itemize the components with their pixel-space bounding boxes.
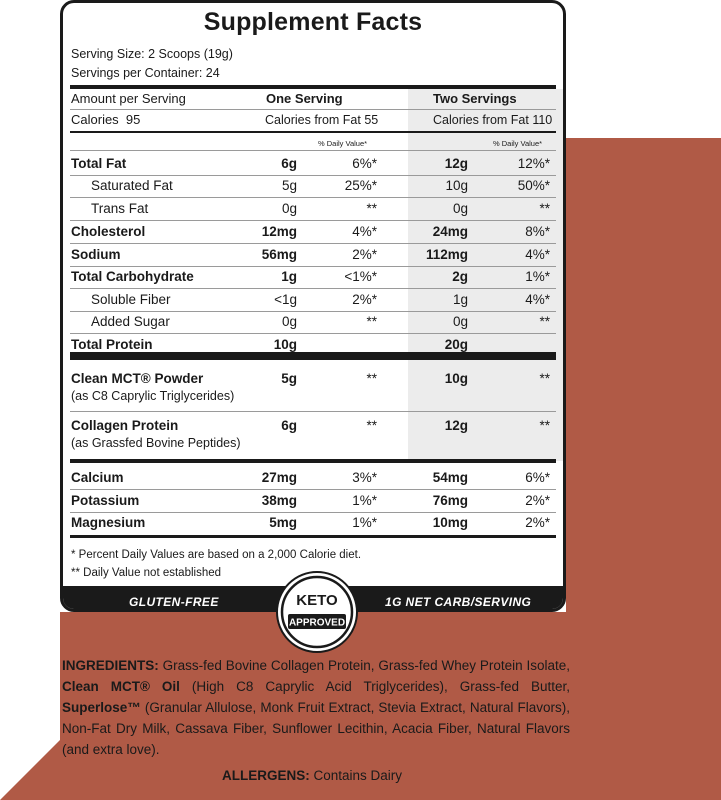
two-servings-amount: 10g xyxy=(444,371,468,386)
calories-from-fat-1: Calories from Fat 55 xyxy=(265,113,379,127)
two-servings-amount: 54mg xyxy=(432,470,468,485)
one-serving-amount: 5g xyxy=(281,178,297,193)
ingredient-row xyxy=(63,368,563,390)
nutrient-label: Total Carbohydrate xyxy=(71,269,194,284)
footnote-dv-not-established: ** Daily Value not established xyxy=(71,567,222,579)
divider-thick xyxy=(70,85,556,89)
one-serving-amount: 27mg xyxy=(261,470,297,485)
two-servings-daily-value: 50%* xyxy=(517,178,550,193)
two-servings-daily-value: 4%* xyxy=(525,247,550,262)
two-servings-daily-value: 4%* xyxy=(525,292,550,307)
one-serving-daily-value: ** xyxy=(366,314,377,329)
divider xyxy=(70,109,556,110)
one-serving-amount: 6g xyxy=(281,418,297,433)
nutrient-label: Saturated Fat xyxy=(91,178,173,193)
one-serving-amount: 12mg xyxy=(261,224,297,239)
supplement-facts-panel xyxy=(60,0,566,612)
nutrient-label: Magnesium xyxy=(71,515,146,530)
one-serving-amount: 0g xyxy=(281,201,297,216)
two-servings-amount: 24mg xyxy=(432,224,468,239)
nutrient-label: Total Protein xyxy=(71,337,153,352)
divider-thick xyxy=(70,535,556,538)
nutrient-row xyxy=(63,175,563,197)
servings-per-container: Servings per Container: 24 xyxy=(71,66,220,80)
daily-value-note-2: % Daily Value* xyxy=(493,139,543,148)
two-servings-daily-value: 12%* xyxy=(517,156,550,171)
two-servings-daily-value: ** xyxy=(539,371,550,386)
two-servings-amount: 76mg xyxy=(432,493,468,508)
divider-thick xyxy=(70,352,556,360)
two-servings-daily-value: 2%* xyxy=(525,493,550,508)
one-serving-daily-value: 4%* xyxy=(352,224,377,239)
two-servings-amount: 112mg xyxy=(425,247,468,262)
one-serving-amount: 5mg xyxy=(269,515,297,530)
serving-size: Serving Size: 2 Scoops (19g) xyxy=(71,47,233,61)
two-servings-amount: 0g xyxy=(452,201,468,216)
row-divider xyxy=(70,411,556,412)
seal-approved-text: APPROVED xyxy=(288,617,346,629)
divider-thick xyxy=(70,459,556,463)
seal-keto-text: KETO xyxy=(296,592,338,609)
ingredient-row xyxy=(63,415,563,437)
footnote-percent-dv: * Percent Daily Values are based on a 2,000 Calorie diet. xyxy=(71,549,362,561)
two-servings-amount: 1g xyxy=(452,292,468,307)
one-serving-daily-value: 2%* xyxy=(352,292,377,307)
two-servings-daily-value: 1%* xyxy=(525,269,550,284)
two-servings-daily-value: 6%* xyxy=(525,470,550,485)
one-serving-daily-value: 6%* xyxy=(352,156,377,171)
nutrient-label: Clean MCT® Powder xyxy=(71,371,204,386)
one-serving-daily-value: 2%* xyxy=(352,247,377,262)
nutrient-label: Trans Fat xyxy=(91,201,149,216)
two-servings-amount: 2g xyxy=(452,269,468,284)
two-servings-amount: 10g xyxy=(445,178,468,193)
one-serving-amount: 1g xyxy=(281,269,297,284)
two-servings-daily-value: 2%* xyxy=(525,515,550,530)
mineral-row xyxy=(63,512,563,534)
one-serving-amount: <1g xyxy=(274,292,297,307)
one-serving-amount: 10g xyxy=(273,337,297,352)
one-serving-daily-value: 25%* xyxy=(344,178,377,193)
two-servings-amount: 20g xyxy=(444,337,468,352)
one-serving-header: One Serving xyxy=(266,91,343,106)
ingredient-source-note: (as Grassfed Bovine Peptides) xyxy=(71,436,241,450)
one-serving-daily-value: ** xyxy=(366,418,377,433)
nutrient-row xyxy=(63,198,563,220)
panel-title: Supplement Facts xyxy=(203,8,423,36)
two-servings-amount: 0g xyxy=(452,314,468,329)
nutrient-row xyxy=(63,266,563,288)
two-servings-daily-value: ** xyxy=(539,201,550,216)
mineral-row xyxy=(63,467,563,489)
one-serving-amount: 5g xyxy=(281,371,297,386)
two-servings-amount: 12g xyxy=(444,418,468,433)
amount-per-serving-label: Amount per Serving xyxy=(71,91,186,106)
nutrient-label: Sodium xyxy=(71,247,121,262)
two-servings-daily-value: ** xyxy=(539,418,550,433)
one-serving-daily-value: 1%* xyxy=(352,493,377,508)
calories-value: 95 xyxy=(125,112,141,127)
nutrient-label: Added Sugar xyxy=(91,314,170,329)
nutrient-label: Collagen Protein xyxy=(71,418,179,433)
gluten-free-label: GLUTEN-FREE xyxy=(129,595,219,609)
net-carb-label: 1G NET CARB/SERVING xyxy=(385,595,532,609)
one-serving-daily-value: 1%* xyxy=(352,515,377,530)
two-servings-header: Two Servings xyxy=(433,91,517,106)
two-servings-amount: 12g xyxy=(444,156,468,171)
nutrient-row xyxy=(63,153,563,175)
calories-from-fat-2: Calories from Fat 110 xyxy=(433,113,553,127)
nutrient-row xyxy=(63,289,563,311)
one-serving-amount: 0g xyxy=(281,314,297,329)
one-serving-amount: 38mg xyxy=(261,493,297,508)
calories-label: Calories 95 xyxy=(71,112,141,127)
one-serving-amount: 56mg xyxy=(261,247,297,262)
one-serving-daily-value: 3%* xyxy=(352,470,377,485)
ingredient-source-note: (as C8 Caprylic Triglycerides) xyxy=(71,389,235,403)
one-serving-daily-value: <1%* xyxy=(344,269,377,284)
divider xyxy=(70,150,556,151)
nutrient-label: Potassium xyxy=(71,493,140,508)
ingredients-text: INGREDIENTS: Grass-fed Bovine Collagen Protein, Grass-fed Whey Protein Isolate, Clean MCT® Oil (High C8 Caprylic Acid Triglycerides), Grass-fed Butter, Superlose™ (Granular Allulose, Monk Fruit Extract, Stevia Extract, Natural Flavors), Non-Fat Dry Milk, Cassava Fiber, Sunflower Lecithin, Acacia Fiber, Natural Flavors (and extra love). xyxy=(62,658,570,757)
one-serving-daily-value: ** xyxy=(366,201,377,216)
nutrient-label: Calcium xyxy=(71,470,124,485)
nutrient-row xyxy=(63,311,563,333)
mineral-row xyxy=(63,490,563,512)
nutrient-label: Total Fat xyxy=(71,156,127,171)
nutrient-row xyxy=(63,244,563,266)
two-servings-daily-value: 8%* xyxy=(525,224,550,239)
two-servings-daily-value: ** xyxy=(539,314,550,329)
divider xyxy=(70,131,556,133)
keto-approved-seal xyxy=(275,570,359,654)
nutrient-row xyxy=(63,221,563,243)
nutrient-label: Soluble Fiber xyxy=(91,292,171,307)
nutrient-label: Cholesterol xyxy=(71,224,146,239)
one-serving-daily-value: ** xyxy=(366,371,377,386)
two-servings-amount: 10mg xyxy=(432,515,468,530)
daily-value-note-1: % Daily Value* xyxy=(318,139,368,148)
allergens-text: ALLERGENS: Contains Dairy xyxy=(222,768,403,783)
one-serving-amount: 6g xyxy=(281,156,297,171)
